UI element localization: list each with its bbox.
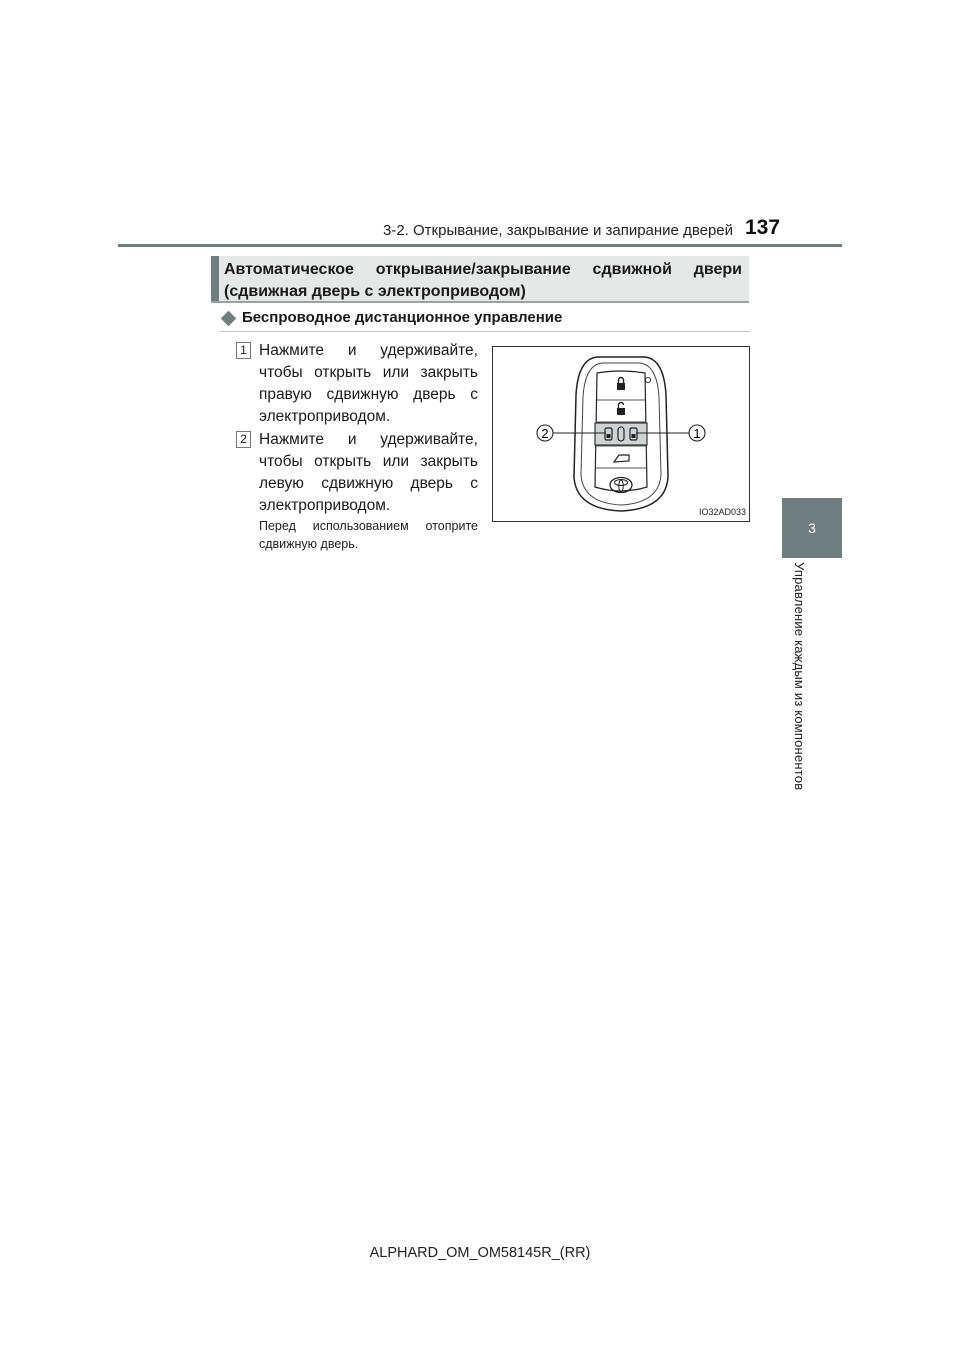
- figure-code: IO32AD033: [698, 507, 746, 517]
- callout-label-1: 1: [693, 426, 701, 441]
- item-number-1: 1: [236, 342, 251, 359]
- note-text: Перед использованием отоприте сдвижную дверь.: [259, 519, 478, 551]
- chapter-tab-label: Управление каждым из компонентов: [792, 562, 807, 791]
- key-fob-illustration: [492, 346, 750, 522]
- diamond-bullet-icon: [221, 311, 237, 327]
- sliding-door-button: [595, 423, 647, 445]
- item-number-2: 2: [236, 431, 251, 448]
- chapter-header: 3-2. Открывание, закрывание и запирание дверей: [383, 222, 734, 239]
- item-text-1: Нажмите и удерживайте, чтобы открыть или закрыть правую сдвижную дверь с электроприводом.: [259, 342, 478, 425]
- header-rule: [118, 244, 842, 247]
- chapter-tab-label-wrap: [792, 562, 808, 790]
- section-accent-bar: [211, 256, 219, 302]
- chapter-tab-number: 3: [808, 520, 816, 536]
- page-number: 137: [745, 216, 781, 239]
- subsection-rule: [220, 331, 750, 332]
- item-text-2: Нажмите и удерживайте, чтобы открыть или закрыть левую сдвижную дверь с электроприводом.: [259, 431, 478, 514]
- section-title: Автоматическое открывание/закрывание сдвижной двери (сдвижная дверь с электроприводом): [224, 261, 742, 300]
- footer-document-id: ALPHARD_OM_OM58145R_(RR): [369, 1245, 591, 1261]
- subsection-title: Беспроводное дистанционное управление: [242, 309, 563, 326]
- key-fob-drawing: [493, 347, 749, 521]
- callout-label-2: 2: [541, 426, 549, 441]
